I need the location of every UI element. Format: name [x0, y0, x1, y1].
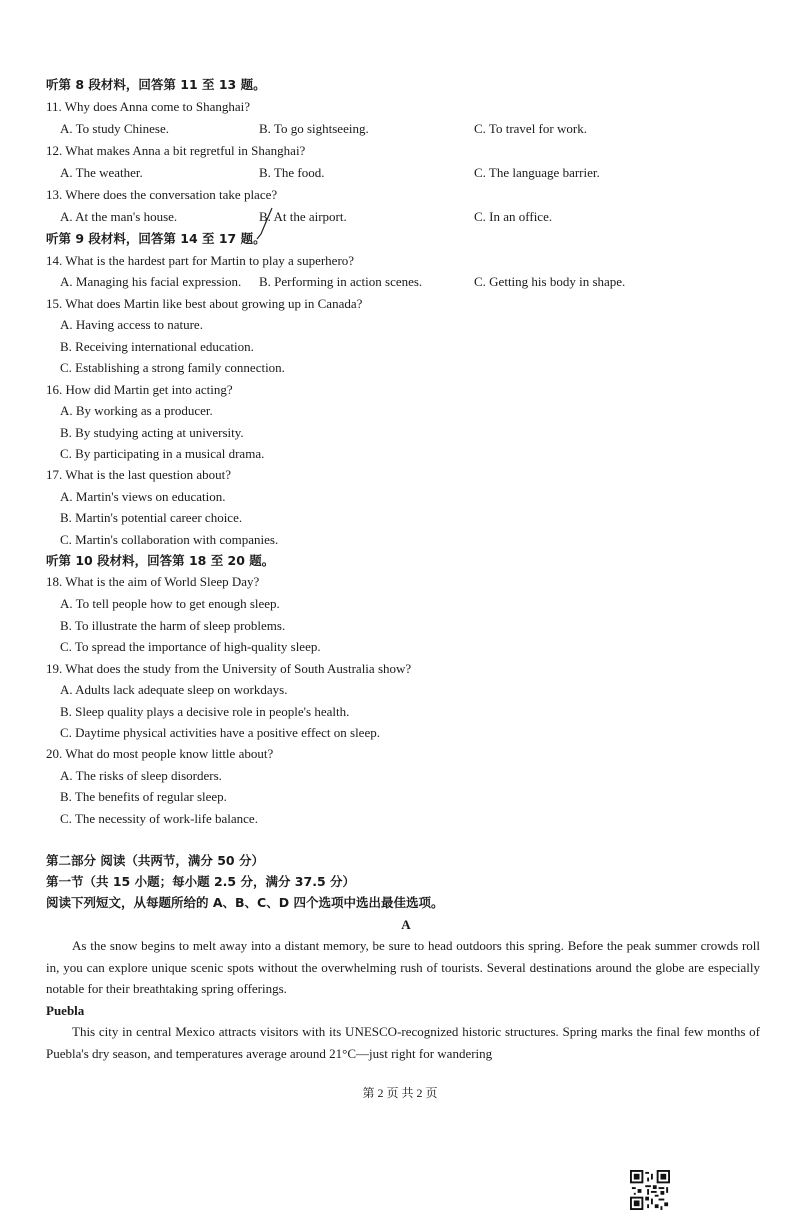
option-18-b: B. To illustrate the harm of sleep problems. [60, 618, 286, 633]
option-15-c: C. Establishing a strong family connection. [60, 360, 285, 375]
option-15-a: A. Having access to nature. [60, 317, 203, 332]
option-13-a: A. At the man's house. [60, 209, 178, 224]
question-18: 18. What is the aim of World Sleep Day? [46, 574, 260, 589]
option-20-c: C. The necessity of work-life balance. [60, 811, 258, 826]
option-17-b: B. Martin's potential career choice. [60, 510, 243, 525]
option-11-b: B. To go sightseeing. [259, 121, 369, 136]
question-13: 13. Where does the conversation take place? [46, 187, 278, 202]
qr-code-icon [630, 1170, 670, 1210]
passage-paragraph-1: As the snow begins to melt away into a distant memory, be sure to head outdoors this spring. Before the peak summer crowds roll in, you can explore unique scenic spots without the overwhelming rush of tourists. Several destinations around the globe are especially notable for their breathtaking spring offerings. [46, 938, 760, 997]
option-11-a: A. To study Chinese. [60, 121, 169, 136]
option-18-c: C. To spread the importance of high-quality sleep. [60, 639, 321, 654]
option-16-c: C. By participating in a musical drama. [60, 446, 265, 461]
option-20-a: A. The risks of sleep disorders. [60, 768, 222, 783]
page-number-footer: 第 2 页 共 2 页 [362, 1086, 438, 1100]
option-13-c: C. In an office. [474, 209, 553, 224]
option-18-a: A. To tell people how to get enough sleep. [60, 596, 280, 611]
option-12-a: A. The weather. [60, 165, 143, 180]
question-11: 11. Why does Anna come to Shanghai? [46, 99, 250, 114]
option-11-c: C. To travel for work. [474, 121, 587, 136]
option-19-b: B. Sleep quality plays a decisive role in people's health. [60, 704, 350, 719]
option-17-c: C. Martin's collaboration with companies. [60, 532, 279, 547]
section-heading-listening-8: 听第 8 段材料，回答第 11 至 13 题。 [46, 77, 266, 92]
section-one-heading: 第一节（共 15 小题；每小题 2.5 分，满分 37.5 分） [46, 874, 355, 889]
question-14: 14. What is the hardest part for Martin to play a superhero? [46, 253, 355, 268]
question-12: 12. What makes Anna a bit regretful in Shanghai? [46, 143, 306, 158]
question-15: 15. What does Martin like best about growing up in Canada? [46, 296, 363, 311]
option-13-b: B. At the airport. [259, 209, 347, 224]
option-19-a: A. Adults lack adequate sleep on workdays. [60, 682, 288, 697]
option-16-b: B. By studying acting at university. [60, 425, 244, 440]
option-16-a: A. By working as a producer. [60, 403, 213, 418]
option-12-c: C. The language barrier. [474, 165, 600, 180]
reading-instruction: 阅读下列短文，从每题所给的 A、B、C、D 四个选项中选出最佳选项。 [46, 895, 444, 910]
section-heading-listening-10: 听第 10 段材料，回答第 18 至 20 题。 [46, 553, 275, 568]
option-14-a: A. Managing his facial expression. [60, 274, 242, 289]
option-14-c: C. Getting his body in shape. [474, 274, 626, 289]
section-heading-listening-9: 听第 9 段材料，回答第 14 至 17 题。 [46, 231, 266, 246]
option-12-b: B. The food. [259, 165, 325, 180]
option-19-c: C. Daytime physical activities have a positive effect on sleep. [60, 725, 380, 740]
passage-letter: A [401, 917, 411, 932]
question-17: 17. What is the last question about? [46, 467, 231, 482]
part-two-heading: 第二部分 阅读（共两节，满分 50 分） [46, 853, 264, 868]
question-20: 20. What do most people know little about? [46, 746, 274, 761]
question-19: 19. What does the study from the University of South Australia show? [46, 661, 412, 676]
option-15-b: B. Receiving international education. [60, 339, 254, 354]
option-14-b: B. Performing in action scenes. [259, 274, 423, 289]
option-17-a: A. Martin's views on education. [60, 489, 226, 504]
passage-paragraph-2: This city in central Mexico attracts visitors with its UNESCO-recognized historic structures. Spring marks the final few months of Puebla's dry season, and temperatures average around 21°C—just right for wandering [46, 1024, 760, 1061]
option-20-b: B. The benefits of regular sleep. [60, 789, 227, 804]
question-16: 16. How did Martin get into acting? [46, 382, 233, 397]
passage-subtitle: Puebla [46, 1003, 85, 1018]
